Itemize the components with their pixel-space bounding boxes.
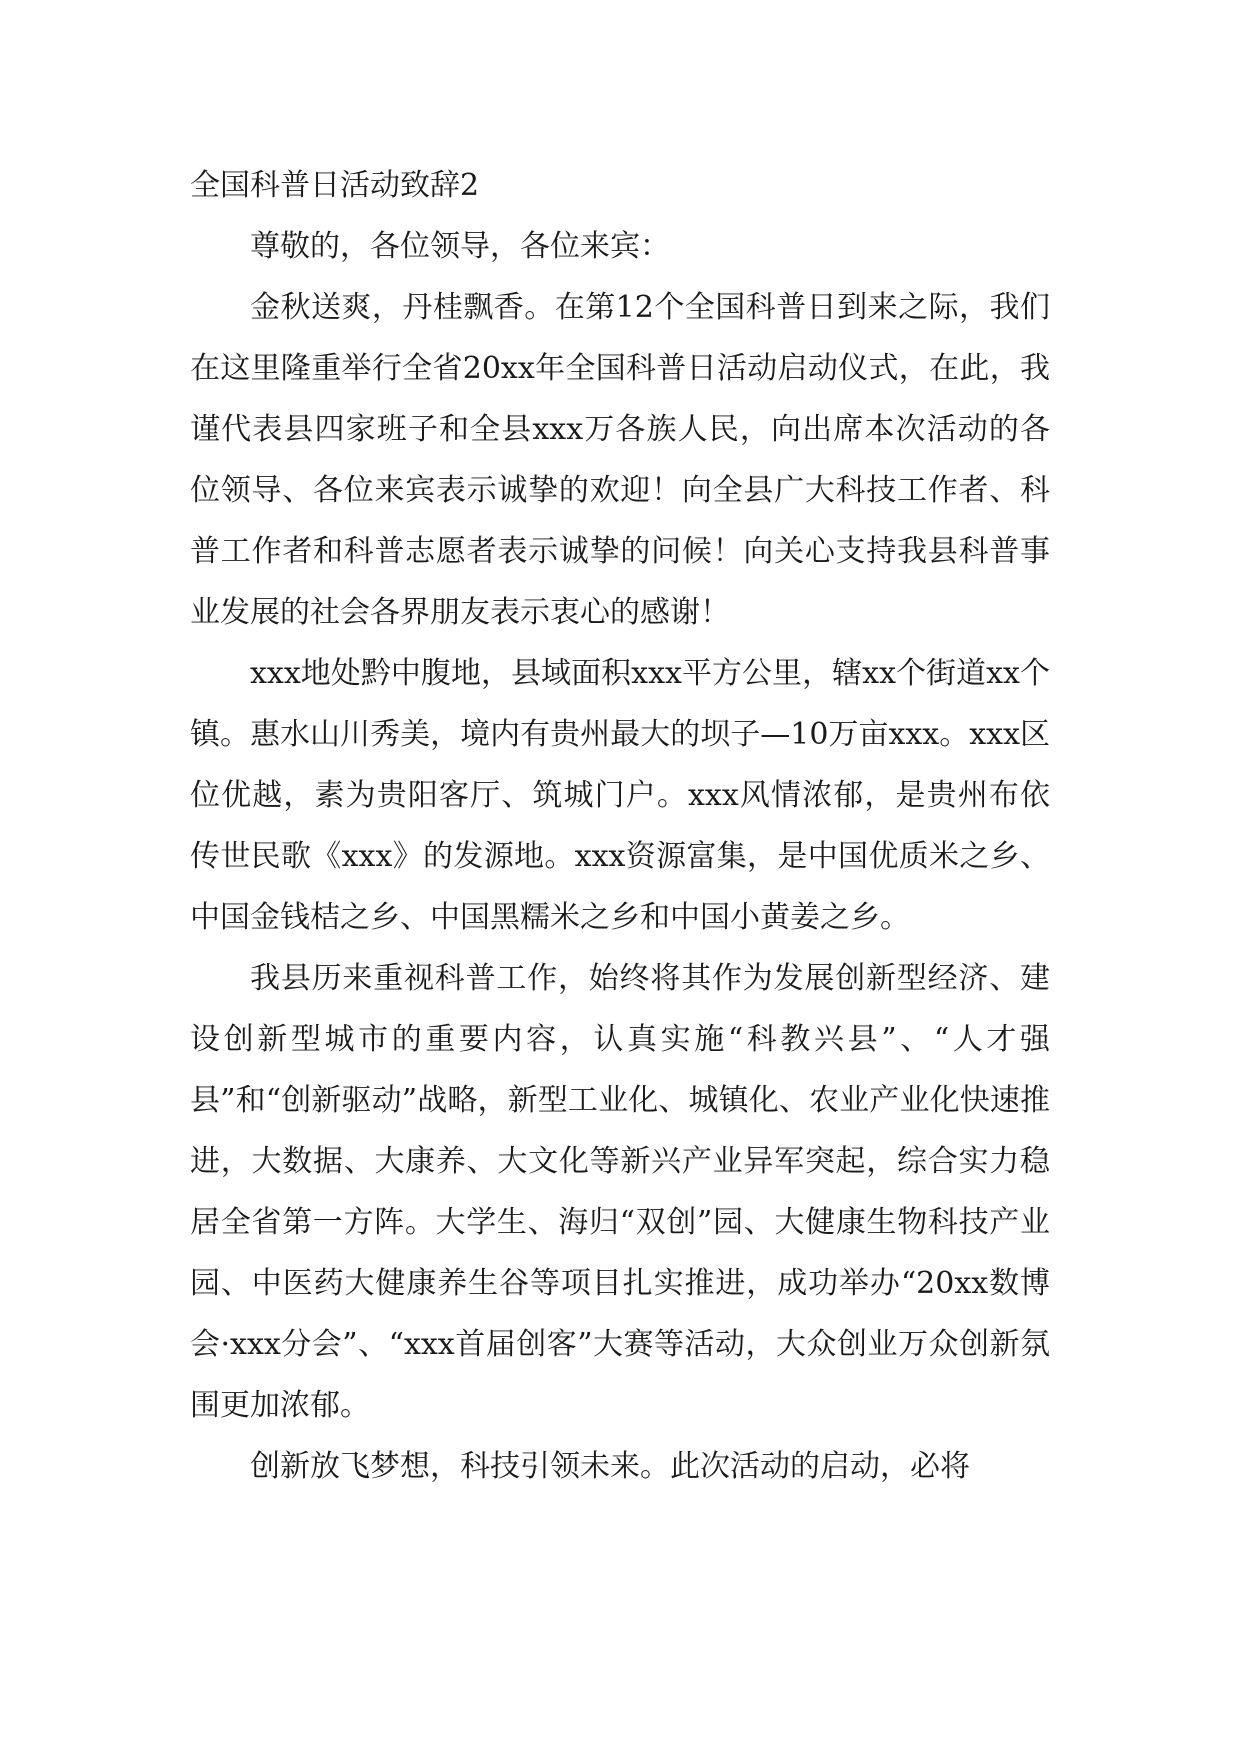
paragraph-welcome: 金秋送爽，丹桂飘香。在第12个全国科普日到来之际，我们在这里隆重举行全省20xx年全国科普日活动启动仪式，在此，我谨代表县四家班子和全县xxx万各族人民，向出席本次活动的各位领导、各位来宾表示诚挚的欢迎！向全县广大科技工作者、科普工作者和科普志愿者表示诚挚的问候！向关心支持我县科普事业发展的社会各界朋友表示衷心的感谢！ [190,290,1050,630]
document-body [190,155,1050,1497]
paragraph-science-work: 我县历来重视科普工作，始终将其作为发展创新型经济、建设创新型城市的重要内容，认真实施“科教兴县”、“人才强县”和“创新驱动”战略，新型工业化、城镇化、农业产业化快速推进，大数据、大康养、大文化等新兴产业异军突起，综合实力稳居全省第一方阵。大学生、海归“双创”园、大健康生物科技产业园、中医药大健康养生谷等项目扎实推进，成功举办“20xx数博会·xxx分会”、“xxx首届创客”大赛等活动，大众创业万众创新氛围更加浓郁。 [190,961,1050,1423]
paragraph-county-intro: xxx地处黔中腹地，县域面积xxx平方公里，辖xx个街道xx个镇。惠水山川秀美，境内有贵州最大的坝子—10万亩xxx。xxx区位优越，素为贵阳客厅、筑城门户。xxx风情浓郁，是贵州布依传世民歌《xxx》的发源地。xxx资源富集，是中国优质米之乡、中国金钱桔之乡、中国黑糯米之乡和中国小黄姜之乡。 [190,656,1050,935]
document-title: 全国科普日活动致辞2 [190,168,480,203]
paragraph-salutation: 尊敬的，各位领导，各位来宾： [250,229,670,264]
paragraph-innovation: 创新放飞梦想，科技引领未来。此次活动的启动，必将 [250,1449,970,1484]
